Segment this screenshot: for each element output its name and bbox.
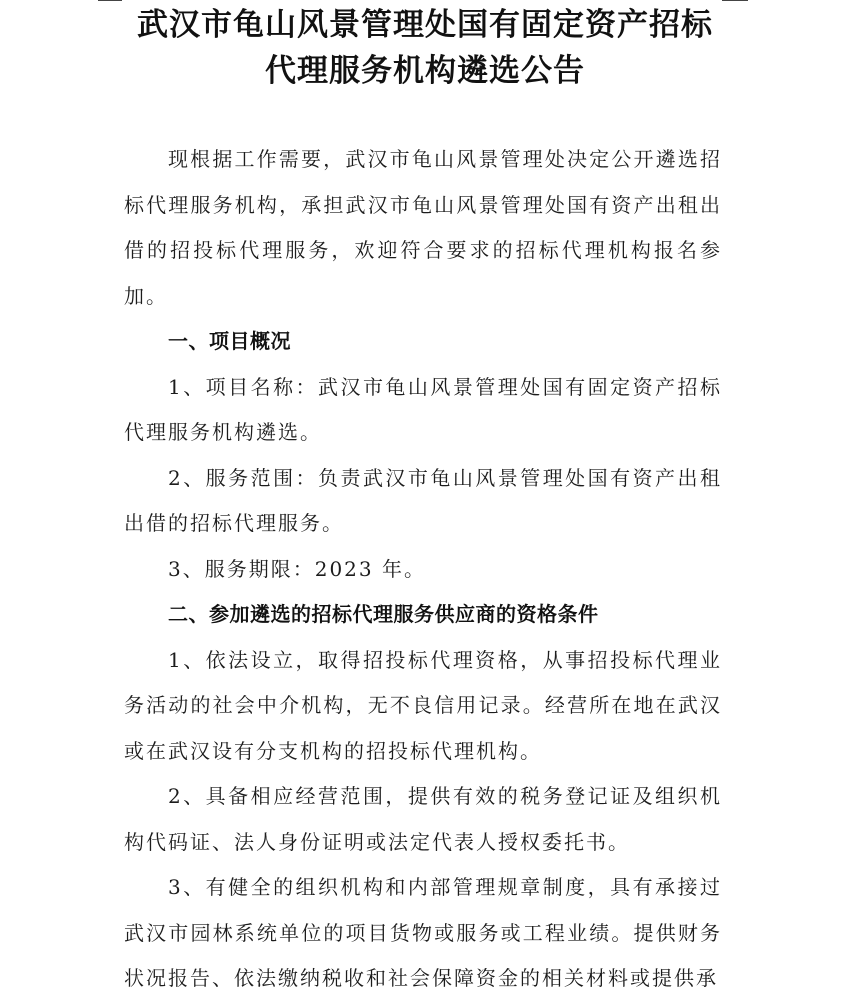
- project-name-item: 1、项目名称：武汉市龟山风景管理处国有固定资产招标代理服务机构遴选。: [124, 374, 722, 444]
- title-line-1: 武汉市龟山风景管理处国有固定资产招标: [137, 7, 713, 43]
- document-body: [124, 137, 722, 1002]
- header-rule-right: [722, 0, 748, 1]
- header-rule-left: [98, 0, 122, 1]
- intro-paragraph: 现根据工作需要，武汉市龟山风景管理处决定公开遴选招标代理服务机构，承担武汉市龟山风景管理处国有资产出租出借的招投标代理服务，欢迎符合要求的招标代理机构报名参加。: [124, 147, 722, 308]
- section-heading-project-overview: 一、项目概况: [168, 329, 291, 353]
- qualification-item-3: 3、有健全的组织机构和内部管理规章制度，具有承接过武汉市园林系统单位的项目货物或服务或工程业绩。提供财务状况报告、依法缴纳税收和社会保障资金的相关材料或提供承: [124, 875, 722, 990]
- service-scope-item: 2、服务范围：负责武汉市龟山风景管理处国有资产出租出借的招标代理服务。: [124, 465, 722, 535]
- document-title: [0, 2, 850, 94]
- qualification-item-1: 1、依法设立，取得招投标代理资格，从事招投标代理业务活动的社会中介机构，无不良信用记录。经营所在地在武汉或在武汉设有分支机构的招投标代理机构。: [124, 647, 722, 763]
- title-line-2: 代理服务机构遴选公告: [265, 53, 585, 89]
- service-period-item: 3、服务期限：2023 年。: [168, 556, 426, 581]
- qualification-item-2: 2、具备相应经营范围，提供有效的税务登记证及组织机构代码证、法人身份证明或法定代表人授权委托书。: [124, 784, 722, 854]
- section-heading-qualifications: 二、参加遴选的招标代理服务供应商的资格条件: [168, 602, 599, 626]
